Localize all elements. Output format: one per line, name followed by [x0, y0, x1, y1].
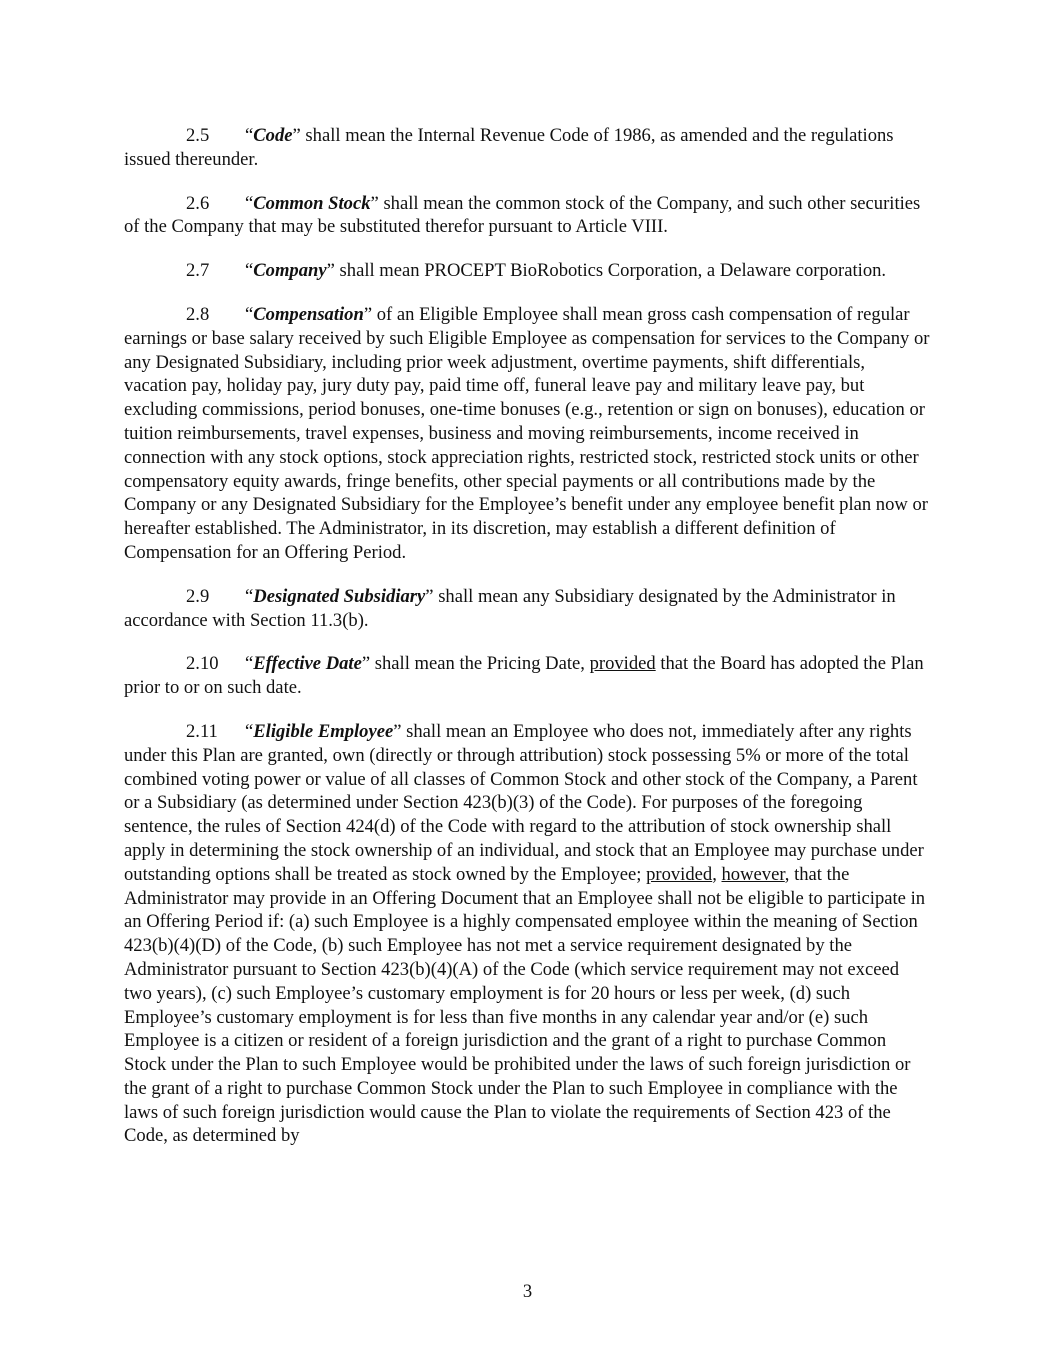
section-text: shall mean PROCEPT BioRobotics Corporation, a Delaware corporation. — [339, 260, 887, 282]
defined-term: Compensation — [253, 303, 364, 325]
section-number: 2.11 — [186, 720, 218, 742]
defined-term: Code — [253, 125, 293, 146]
section-text: of an Eligible Employee shall mean gross cash compensation of regular earnings or base salary received by such Eligible Employee as compensation for services to the Company or any Designated Subsidiary, including prior week adjustment, overtime payments, shift differentials, vacation pay, holiday pay, jury duty pay, paid time off, funeral leave pay and military leave pay, but excluding commissions, period bonuses, one-time bonuses (e.g., retention or sign on bonuses), education or tuition reimbursements, travel expenses, business and moving reimbursements, income received in connection with any stock options, stock appreciation rights, restricted stock, restricted stock units or other compensatory equity awards, fringe benefits, other special payments or all contributions made by the Company or any Designated Subsidiary for the Employee’s benefit under any employee benefit plan now or hereafter established. The Administrator, in its discretion, may establish a different definition of Compensation for an Offering Period. — [124, 303, 930, 563]
defined-term: Eligible Employee — [253, 720, 394, 742]
page-number: 3 — [522, 1281, 533, 1302]
section-text: shall mean the Internal Revenue Code of 1986, as amended and the regulations issued thereunder. — [124, 125, 894, 170]
section-number: 2.8 — [186, 303, 210, 325]
section-text: shall mean the common stock of the Company, and such other securities of the Company that may be substituted therefor pursuant to Article VIII. — [124, 192, 921, 238]
section-text: shall mean an Employee who does not, immediately after any rights under this Plan are granted, own (directly or through attribution) stock possessing 5% or more of the total combined voting power or value of all classes of Common Stock and other stock of the Company, a Parent or a Subsidiary (as determined under Section 423(b)(3) of the Code). For purposes of the foregoing sentence, the rules of Section 424(d) of the Code with regard to the attribution of stock ownership shall apply in determining the stock ownership of an individual, and stock that an Employee may purchase under outstanding options shall be treated as stock owned by the Employee; — [124, 720, 924, 885]
underlined-provided: provided — [589, 653, 656, 675]
section-2-8: 2.8 “Compensation” of an Eligible Employee shall mean gross cash compensation of regular earnings or base salary received by such Eligible Employee as compensation for services to the Company or any Designated Subsidiary, including prior week adjustment, overtime payments, shift differentials, vacation pay, holiday pay, jury duty pay, paid time off, funeral leave pay and military leave pay, but excluding commissions, period bonuses, one-time bonuses (e.g., retention or sign on bonuses), education or tuition reimbursements, travel expenses, business and moving reimbursements, income received in connection with any stock options, stock appreciation rights, restricted stock, restricted stock units or other compensatory equity awards, fringe benefits, other special payments or all contributions made by the Company or any Designated Subsidiary for the Employee’s benefit under any employee benefit plan now or hereafter established. The Administrator, in its discretion, may establish a different definition of Compensation for an Offering Period. — [124, 303, 930, 563]
defined-term: Designated Subsidiary — [253, 585, 426, 607]
section-2-9: 2.9 “Designated Subsidiary” shall mean any Subsidiary designated by the Administrator in accordance with Section 11.3(b). — [124, 585, 896, 631]
section-2-10: 2.10 “Effective Date” shall mean the Pricing Date, provided that the Board has adopted the Plan prior to or on such date. — [124, 653, 924, 699]
section-2-7: 2.7 “Company” shall mean PROCEPT BioRobotics Corporation, a Delaware corporation. — [124, 259, 930, 283]
section-2-5: 2.5 “Code” shall mean the Internal Revenue Code of 1986, as amended and the regulations issued thereunder. — [124, 125, 894, 170]
section-text: shall mean any Subsidiary designated by the Administrator in accordance with Section 11.3(b). — [124, 585, 896, 631]
section-number: 2.9 — [186, 585, 210, 607]
document-body — [124, 124, 930, 1168]
comma-separator: , — [712, 863, 717, 885]
section-text-continued: that the Board has adopted the Plan prior to or on such date. — [124, 653, 924, 699]
defined-term: Company — [253, 260, 327, 282]
defined-term: Common Stock — [253, 192, 371, 214]
section-2-6: 2.6 “Common Stock” shall mean the common stock of the Company, and such other securities of the Company that may be substituted therefor pursuant to Article VIII. — [124, 192, 921, 238]
section-text: shall mean the Pricing Date, — [374, 653, 585, 675]
section-number: 2.5 — [186, 125, 210, 146]
underlined-provided: provided — [646, 863, 713, 885]
section-number: 2.7 — [186, 260, 210, 282]
defined-term: Effective Date — [253, 653, 362, 675]
section-number: 2.6 — [186, 192, 210, 214]
underlined-however: however — [721, 863, 785, 885]
section-2-11: 2.11 “Eligible Employee” shall mean an Employee who does not, immediately after any rights under this Plan are granted, own (directly or through attribution) stock possessing 5% or more of the total combined voting power or value of all classes of Common Stock and other stock of the Company, a Parent or a Subsidiary (as determined under Section 423(b)(3) of the Code). For purposes of the foregoing sentence, the rules of Section 424(d) of the Code with regard to the attribution of stock ownership shall apply in determining the stock ownership of an individual, and stock that an Employee may purchase under outstanding options shall be treated as stock owned by the Employee; provided, however, that the Administrator may provide in an Offering Document that an Employee shall not be eligible to participate in an Offering Period if: (a) such Employee is a highly compensated employee within the meaning of Section 423(b)(4)(D) of the Code, (b) such Employee has not met a service requirement designated by the Administrator pursuant to Section 423(b)(4)(A) of the Code (which service requirement may not exceed two years), (c) such Employee’s customary employment is for 20 hours or less per week, (d) such Employee’s customary employment is for less than five months in any calendar year and/or (e) such Employee is a citizen or resident of a foreign jurisdiction and the grant of a right to purchase Common Stock under the Plan to such Employee would be prohibited under the laws of such foreign jurisdiction or the grant of a right to purchase Common Stock under the Plan to such Employee in compliance with the laws of such foreign jurisdiction would cause the Plan to violate the requirements of Section 423 of the Code, as determined by — [124, 720, 926, 1147]
section-number: 2.10 — [186, 653, 219, 675]
section-text-continued: , that the Administrator may provide in an Offering Document that an Employee shall not be eligible to participate in an Offering Period if: (a) such Employee is a highly compensated employee within the meaning of Section 423(b)(4)(D) of the Code, (b) such Employee has not met a service requirement designated by the Administrator pursuant to Section 423(b)(4)(A) of the Code (which service requirement may not exceed two years), (c) such Employee’s customary employment is for 20 hours or less per week, (d) such Employee’s customary employment is for less than five months in any calendar year and/or (e) such Employee is a citizen or resident of a foreign jurisdiction and the grant of a right to purchase Common Stock under the Plan to such Employee would be prohibited under the laws of such foreign jurisdiction or the grant of a right to purchase Common Stock under the Plan to such Employee in compliance with the laws of such foreign jurisdiction would cause the Plan to violate the requirements of Section 423 of the Code, as determined by — [124, 863, 926, 1147]
